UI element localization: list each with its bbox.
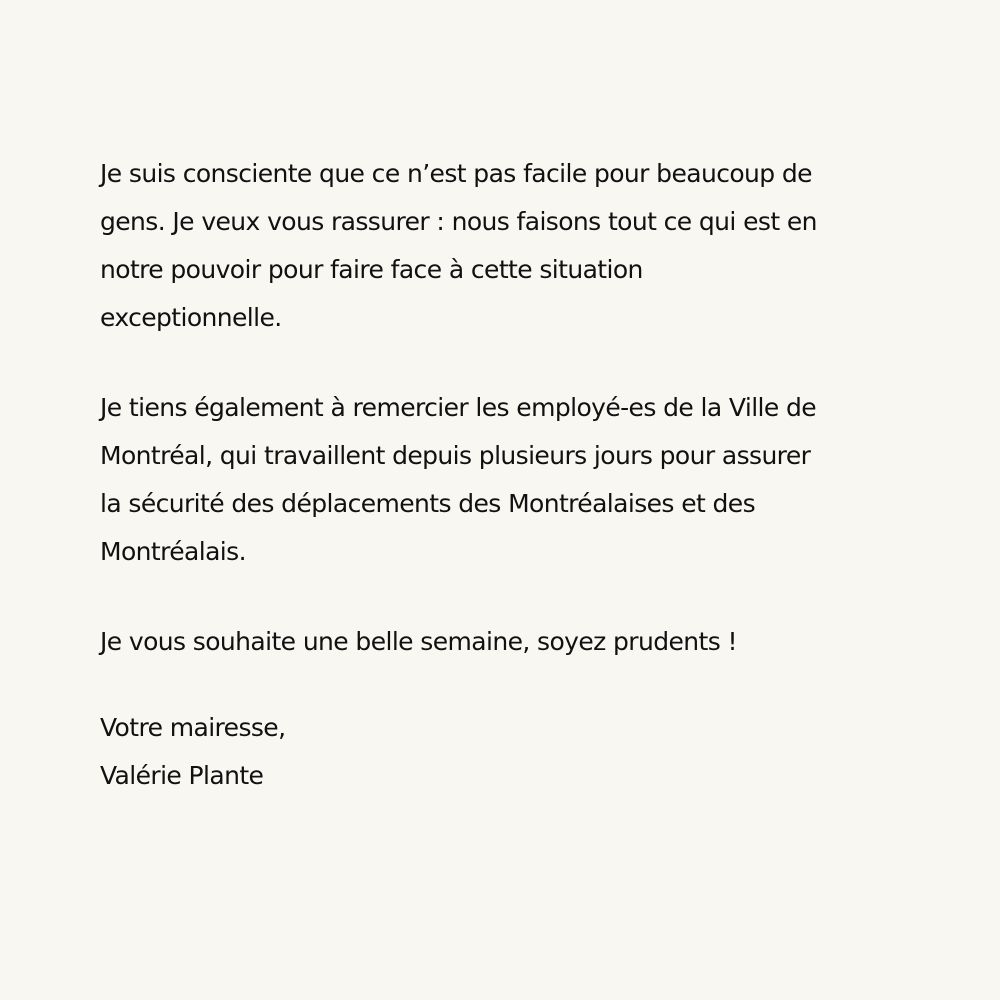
signature-closing: Votre mairesse, — [100, 713, 286, 742]
paragraph-2 — [100, 384, 900, 576]
signature-name: Valérie Plante — [100, 761, 264, 790]
paragraph-2-line-3: la sécurité des déplacements des Montréalaises et des — [100, 489, 756, 518]
signature-block — [100, 704, 900, 800]
paragraph-gap — [100, 342, 900, 384]
paragraph-2-line-1: Je tiens également à remercier les employé-es de la Ville de — [100, 393, 817, 422]
paragraph-1-line-3: notre pouvoir pour faire face à cette situation — [100, 255, 643, 284]
paragraph-3 — [100, 618, 900, 666]
letter-body — [100, 150, 900, 800]
paragraph-1-line-2: gens. Je veux vous rassurer : nous faisons tout ce qui est en — [100, 207, 817, 236]
paragraph-2-line-2: Montréal, qui travaillent depuis plusieurs jours pour assurer — [100, 441, 811, 470]
paragraph-2-line-4: Montréalais. — [100, 537, 246, 566]
paragraph-gap — [100, 576, 900, 618]
paragraph-gap — [100, 666, 900, 704]
paragraph-1-line-4: exceptionnelle. — [100, 303, 282, 332]
paragraph-3-line-1: Je vous souhaite une belle semaine, soyez prudents ! — [100, 627, 737, 656]
paragraph-1-line-1: Je suis consciente que ce n’est pas facile pour beaucoup de — [100, 159, 812, 188]
paragraph-1 — [100, 150, 900, 342]
